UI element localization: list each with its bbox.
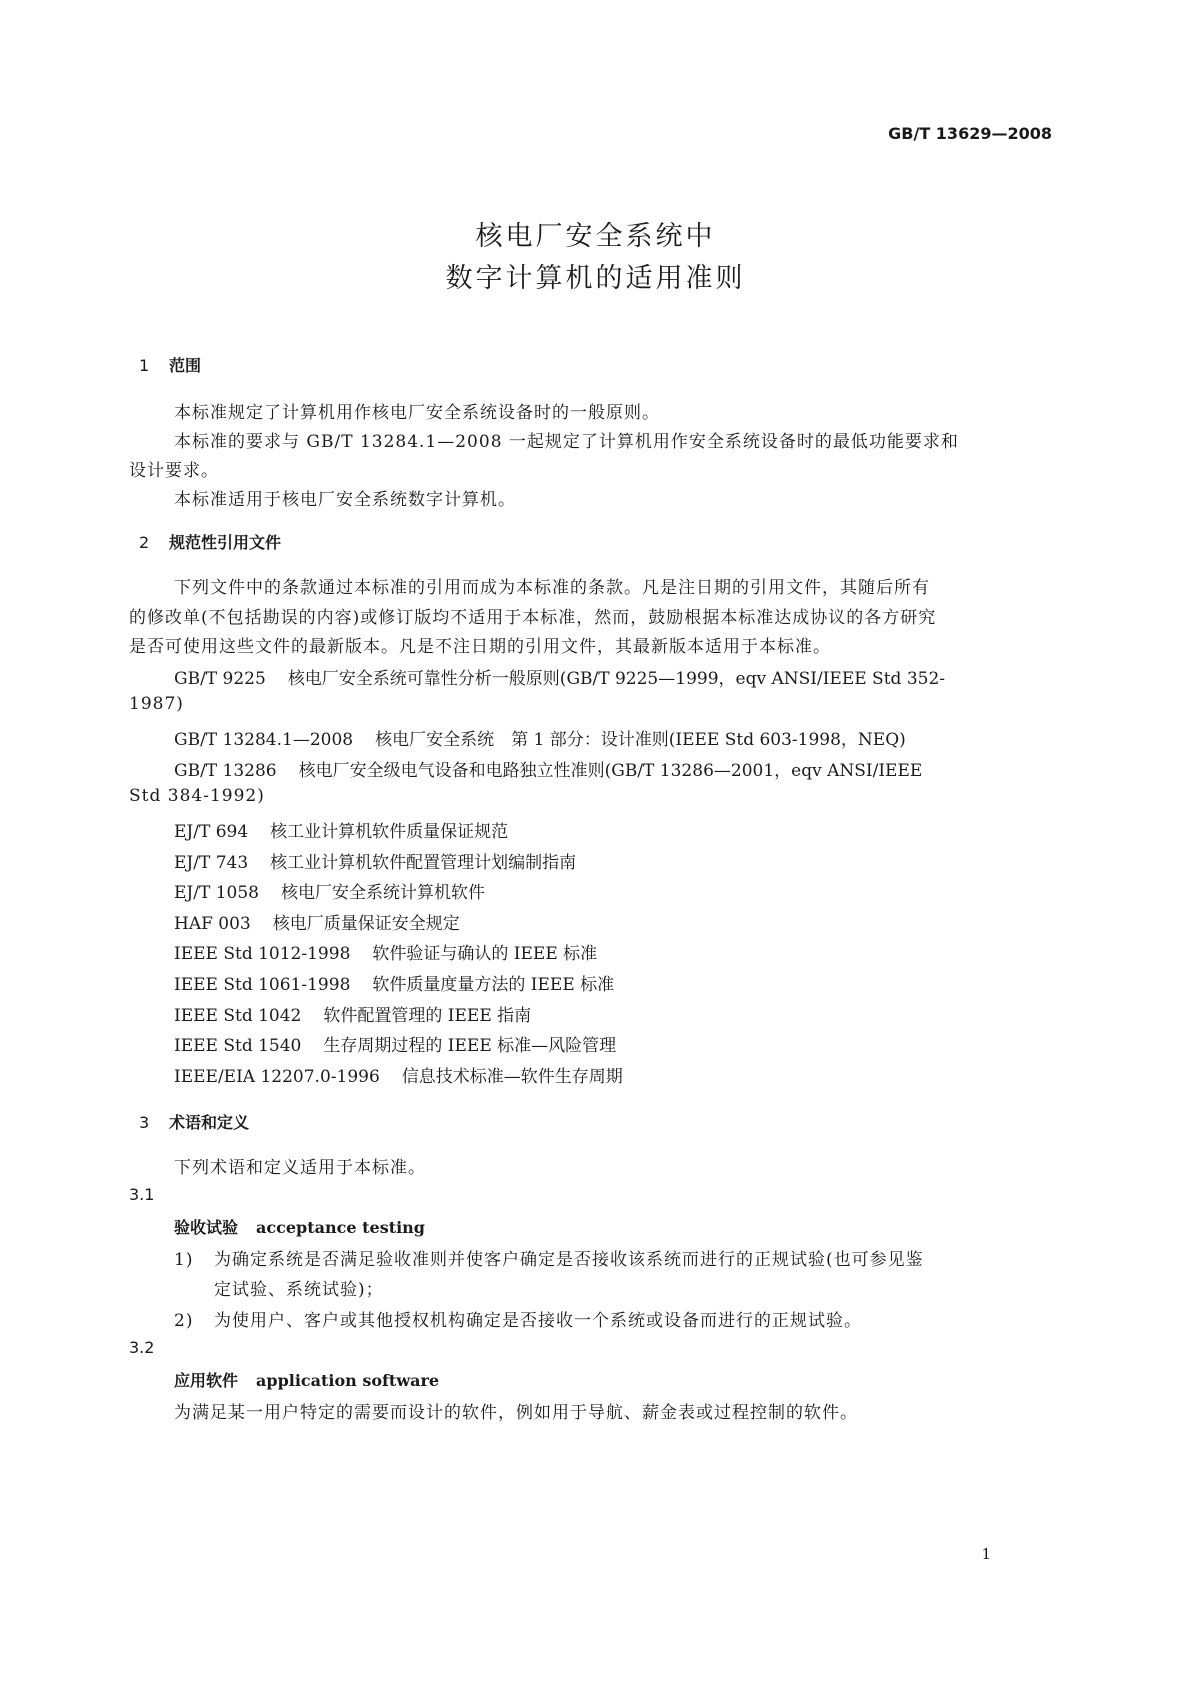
section-number: 1 [139, 356, 150, 375]
reference-item [174, 878, 485, 903]
reference-item [174, 939, 597, 964]
reference-title: 软件质量度量方法的 IEEE 标准 [372, 975, 615, 995]
term-cn: 验收试验 [174, 1218, 239, 1237]
reference-code: IEEE Std 1012-1998 [174, 944, 351, 964]
section-title: 规范性引用文件 [169, 533, 282, 552]
reference-continued: 1987) [129, 694, 184, 714]
reference-item [174, 1031, 616, 1056]
reference-title: 核工业计算机软件质量保证规范 [270, 822, 509, 842]
reference-code: IEEE Std 1540 [174, 1036, 302, 1056]
paragraph-continued: 是否可使用这些文件的最新版本。凡是不注日期的引用文件，其最新版本适用于本标准。 [129, 637, 831, 657]
term-cn: 应用软件 [174, 1371, 239, 1390]
list-item [174, 1306, 862, 1331]
reference-code: IEEE Std 1061-1998 [174, 975, 351, 995]
section-number: 2 [139, 533, 150, 552]
section-title: 范围 [169, 356, 202, 375]
reference-title: 核电厂安全系统计算机软件 [280, 883, 485, 903]
page-number: 1 [981, 1545, 991, 1563]
reference-item [174, 756, 922, 781]
term-en: acceptance testing [256, 1218, 425, 1237]
paragraph: 本标准的要求与 GB/T 13284.1—2008 一起规定了计算机用作安全系统设备时的最低功能要求和 [174, 432, 959, 452]
list-item-continued: 定试验、系统试验)； [214, 1280, 384, 1300]
reference-code: EJ/T 694 [174, 822, 249, 842]
standard-number: GB/T 13629—2008 [888, 124, 1052, 143]
reference-item [174, 817, 508, 842]
paragraph: 下列文件中的条款通过本标准的引用而成为本标准的条款。凡是注日期的引用文件，其随后所有 [174, 578, 930, 598]
title-line-1: 核电厂安全系统中 [475, 221, 716, 252]
section-3-heading [139, 1110, 249, 1133]
reference-code: IEEE/EIA 12207.0-1996 [174, 1067, 380, 1087]
reference-title: 软件配置管理的 IEEE 指南 [323, 1006, 532, 1026]
reference-code: IEEE Std 1042 [174, 1006, 302, 1026]
title-line-2: 数字计算机的适用准则 [445, 263, 746, 294]
term-heading [174, 1368, 439, 1391]
section-title: 术语和定义 [169, 1113, 250, 1132]
paragraph-continued: 的修改单(不包括勘误的内容)或修订版均不适用于本标准，然而，鼓励根据本标准达成协议的各方研究 [129, 608, 937, 628]
section-1-heading [139, 353, 201, 376]
reference-code: GB/T 13284.1—2008 [174, 730, 354, 750]
paragraph: 本标准规定了计算机用作核电厂安全系统设备时的一般原则。 [174, 403, 660, 423]
reference-item [174, 909, 460, 934]
reference-title: 核电厂安全级电气设备和电路独立性准则(GB/T 13286—2001，eqv ANSI/IEEE [298, 761, 923, 781]
reference-code: GB/T 9225 [174, 669, 266, 689]
term-en: application software [256, 1371, 440, 1390]
reference-item [174, 1001, 531, 1026]
reference-code: EJ/T 1058 [174, 883, 259, 903]
reference-title: 核电厂安全系统 第 1 部分：设计准则(IEEE Std 603-1998，NEQ) [375, 730, 906, 750]
clause-number: 3.2 [129, 1338, 155, 1357]
reference-code: HAF 003 [174, 914, 251, 934]
reference-title: 核电厂安全系统可靠性分析一般原则(GB/T 9225—1999，eqv ANSI/IEEE Std 352- [287, 669, 946, 689]
section-2-heading [139, 530, 281, 553]
list-item-number: 2) [174, 1311, 194, 1331]
paragraph: 本标准适用于核电厂安全系统数字计算机。 [174, 490, 516, 510]
list-item-text: 为确定系统是否满足验收准则并使客户确定是否接收该系统而进行的正规试验(也可参见鉴 [214, 1250, 924, 1270]
reference-item [174, 1062, 623, 1087]
reference-item [174, 848, 576, 873]
reference-item [174, 970, 614, 995]
reference-title: 核工业计算机软件配置管理计划编制指南 [270, 853, 577, 873]
term-heading [174, 1215, 425, 1238]
list-item [174, 1245, 924, 1270]
list-item-text: 为使用户、客户或其他授权机构确定是否接收一个系统或设备而进行的正规试验。 [214, 1311, 862, 1331]
reference-title: 软件验证与确认的 IEEE 标准 [372, 944, 598, 964]
reference-continued: Std 384-1992) [129, 786, 265, 806]
reference-title: 信息技术标准—软件生存周期 [401, 1067, 623, 1087]
paragraph-continued: 设计要求。 [129, 461, 219, 481]
reference-item [174, 725, 906, 750]
paragraph: 下列术语和定义适用于本标准。 [174, 1158, 426, 1178]
reference-item [174, 664, 945, 689]
section-number: 3 [139, 1113, 150, 1132]
clause-number: 3.1 [129, 1185, 155, 1204]
definition: 为满足某一用户特定的需要而设计的软件，例如用于导航、薪金表或过程控制的软件。 [174, 1403, 858, 1423]
list-item-number: 1) [174, 1250, 194, 1270]
reference-code: EJ/T 743 [174, 853, 249, 873]
reference-code: GB/T 13286 [174, 761, 277, 781]
reference-title: 核电厂质量保证安全规定 [272, 914, 460, 934]
reference-title: 生存周期过程的 IEEE 标准—风险管理 [323, 1036, 617, 1056]
